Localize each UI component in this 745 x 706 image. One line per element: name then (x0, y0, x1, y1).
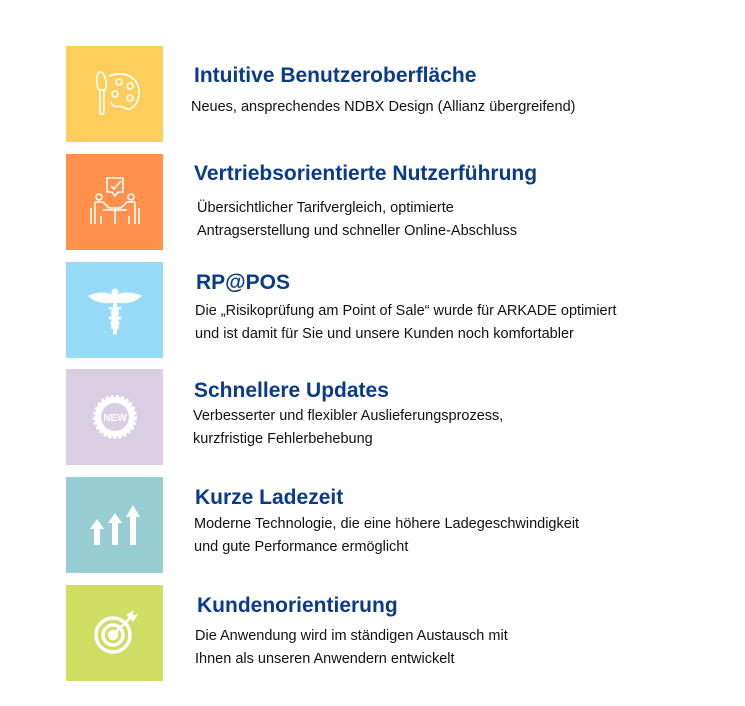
description-line: Neues, ansprechendes NDBX Design (Allianz übergreifend) (191, 99, 576, 115)
target-icon (85, 603, 145, 663)
feature-description (194, 513, 579, 559)
feature-tile-customer (66, 585, 163, 681)
description-line: kurzfristige Fehlerbehebung (193, 431, 373, 447)
description-line: und ist damit für Sie und unsere Kunden noch komfortabler (195, 326, 574, 342)
feature-tile-updates (66, 369, 163, 465)
feature-title: Intuitive Benutzeroberfläche (194, 64, 477, 87)
feature-description (195, 300, 616, 346)
arrows-up-icon (85, 495, 145, 555)
feature-title: Kurze Ladezeit (195, 486, 344, 509)
feature-tile-rppos (66, 262, 163, 358)
badge-text: NEW (102, 413, 127, 424)
feature-tile-ui (66, 46, 163, 142)
feature-tile-loadtime (66, 477, 163, 573)
description-line: Antragserstellung und schneller Online-Abschluss (197, 223, 517, 239)
caduceus-icon (85, 280, 145, 340)
new-badge-icon (85, 387, 145, 447)
feature-description (193, 405, 503, 451)
palette-icon (85, 64, 145, 124)
description-line: Übersichtlicher Tarifvergleich, optimierte (197, 200, 454, 216)
feature-title: Kundenorientierung (197, 594, 398, 617)
feature-description (195, 625, 508, 671)
description-line: Ihnen als unseren Anwendern entwickelt (195, 651, 455, 667)
description-line: Verbesserter und flexibler Auslieferungsprozess, (193, 408, 504, 424)
feature-title: Vertriebsorientierte Nutzerführung (194, 162, 538, 185)
description-line: Moderne Technologie, die eine höhere Ladegeschwindigkeit (194, 516, 580, 532)
feature-description (197, 197, 517, 243)
description-line: Die Anwendung wird im ständigen Austausch mit (195, 628, 508, 644)
feature-title: Schnellere Updates (194, 379, 389, 402)
description-line: Die „Risikoprüfung am Point of Sale“ wurde für ARKADE optimiert (195, 303, 617, 319)
feature-tile-sales (66, 154, 163, 250)
description-line: und gute Performance ermöglicht (194, 539, 409, 555)
feature-title: RP@POS (196, 271, 290, 294)
meeting-checkmark-icon (85, 172, 145, 232)
feature-description (191, 96, 575, 119)
